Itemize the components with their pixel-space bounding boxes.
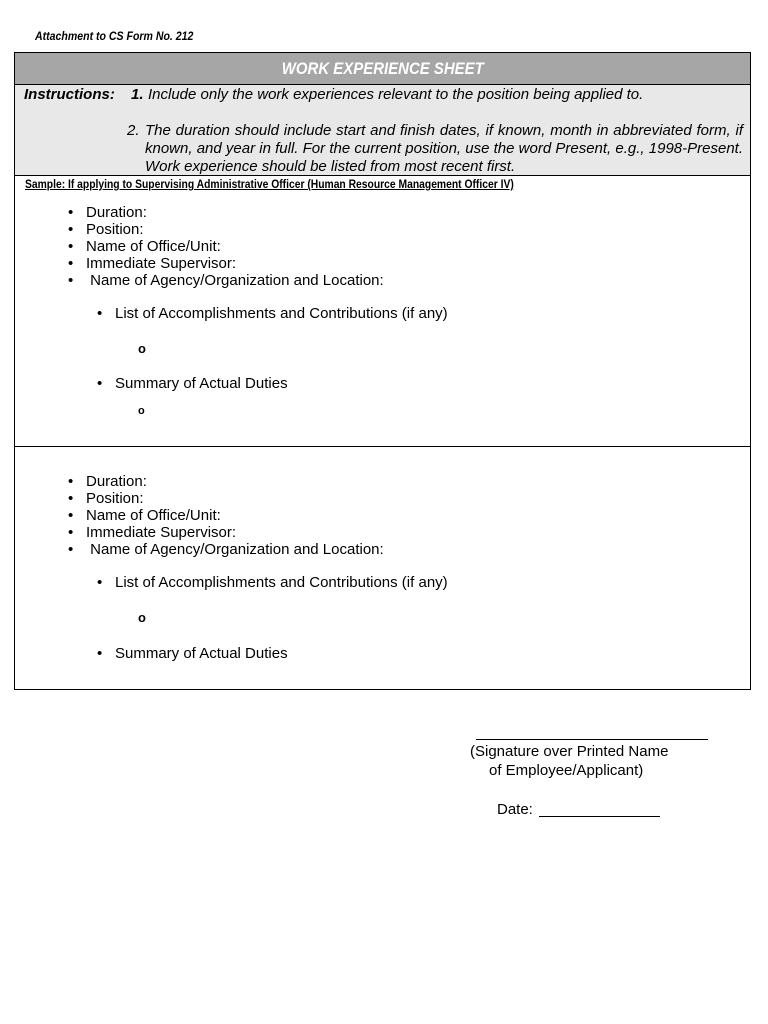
bullet-icon: •: [68, 255, 74, 272]
instruction-2-text: The duration should include start and finish dates, if known, month in abbreviated form, if known, and year in full. For the current position, use the word Present, e.g., 1998-Present. Work experience should be listed from most recent first.: [145, 122, 743, 175]
signature-caption-line1: (Signature over Printed Name: [470, 743, 669, 760]
field-label: List of Accomplishments and Contributions (if any): [115, 305, 448, 322]
form-title-bar: [15, 53, 750, 85]
field-label: Name of Office/Unit:: [86, 507, 221, 524]
instructions-label: Instructions:: [24, 86, 115, 103]
form-title: WORK EXPERIENCE SHEET: [281, 59, 484, 78]
instruction-1-text: Include only the work experiences relevant to the position being applied to.: [148, 86, 644, 103]
field-duties[interactable]: [97, 375, 288, 392]
instruction-2-number: 2.: [127, 122, 140, 139]
bullet-icon: •: [68, 221, 74, 238]
field-duration[interactable]: [68, 473, 147, 490]
entry-divider: [15, 446, 750, 447]
date-field-line[interactable]: [539, 816, 660, 817]
signature-line[interactable]: [476, 739, 708, 740]
field-position[interactable]: [68, 490, 144, 507]
work-experience-form: [14, 52, 751, 690]
field-label: List of Accomplishments and Contributions (if any): [115, 574, 448, 591]
bullet-icon: •: [68, 507, 74, 524]
field-label: Position:: [86, 490, 144, 507]
field-label: Duration:: [86, 473, 147, 490]
instruction-1-number: 1.: [131, 86, 144, 103]
field-label: Duration:: [86, 204, 147, 221]
field-label: Summary of Actual Duties: [115, 375, 288, 392]
bullet-icon: •: [68, 524, 74, 541]
field-duration[interactable]: [68, 204, 147, 221]
signature-caption-line2: of Employee/Applicant): [489, 762, 644, 779]
bullet-icon: •: [97, 305, 103, 322]
field-label: Summary of Actual Duties: [115, 645, 288, 662]
bullet-icon: •: [97, 574, 103, 591]
attachment-label: Attachment to CS Form No. 212: [35, 29, 194, 43]
field-label: Immediate Supervisor:: [86, 524, 237, 541]
bullet-icon: •: [97, 375, 103, 392]
field-duties[interactable]: [97, 645, 288, 662]
field-agency[interactable]: [68, 272, 384, 289]
field-label: Position:: [86, 221, 144, 238]
sub-bullet-icon: o: [138, 341, 146, 356]
bullet-icon: •: [68, 473, 74, 490]
field-accomplishments[interactable]: [97, 574, 448, 591]
field-office[interactable]: [68, 238, 221, 255]
instructions-section: [15, 85, 750, 176]
field-supervisor[interactable]: [68, 524, 237, 541]
sub-bullet-icon: o: [138, 405, 145, 417]
bullet-icon: •: [97, 645, 103, 662]
field-label: Immediate Supervisor:: [86, 255, 237, 272]
bullet-icon: •: [68, 541, 74, 558]
field-accomplishments[interactable]: [97, 305, 448, 322]
bullet-icon: •: [68, 238, 74, 255]
field-position[interactable]: [68, 221, 144, 238]
bullet-icon: •: [68, 490, 74, 507]
field-agency[interactable]: [68, 541, 384, 558]
sub-bullet-icon: o: [138, 610, 146, 625]
field-label: Name of Agency/Organization and Location:: [86, 272, 384, 289]
sample-note: Sample: If applying to Supervising Administrative Officer (Human Resource Management Officer IV): [25, 177, 514, 191]
field-label: Name of Office/Unit:: [86, 238, 221, 255]
field-office[interactable]: [68, 507, 221, 524]
field-label: Name of Agency/Organization and Location:: [86, 541, 384, 558]
bullet-icon: •: [68, 272, 74, 289]
bullet-icon: •: [68, 204, 74, 221]
field-supervisor[interactable]: [68, 255, 237, 272]
date-label: Date:: [497, 801, 533, 818]
